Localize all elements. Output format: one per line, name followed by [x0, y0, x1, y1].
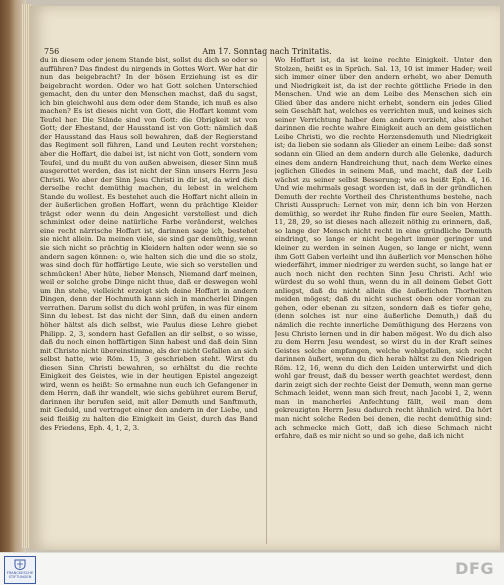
- viewer-footer: [0, 552, 504, 585]
- crest-icon: [14, 559, 26, 570]
- text-columns: [40, 56, 492, 544]
- franckesche-stiftungen-logo[interactable]: [4, 556, 36, 584]
- running-title: Am 17. Sonntag nach Trinitatis.: [202, 46, 332, 56]
- book-page: [30, 6, 500, 550]
- page-number: 756: [44, 46, 60, 56]
- logo-text: FRANCKESCHE STIFTUNGEN: [6, 571, 34, 580]
- column-divider: [266, 56, 267, 544]
- right-column-text: Wo Hoffart ist, da ist keine rechte Einigkeit. Unter den Stolzen, heißt es in Sprüch. Sal. 13, 10 ist immer Hader; weil sich immer einer über den andern erhebt, wo aber Demuth und Niedrigkeit ist, da ist der rechte göttliche Friede in den Menschen. Und wie an dem Leibe des Menschen sich ein Glied über das andere nicht erhebt, sondern ein jedes Glied sein Geschäft hat, welches es verrichten muß, und keines sich seiner Verrichtung halber dem andern vorzieht, also stehet darinnen die rechte wahre Einigkeit auch an dem geistlichen Leibe Christi, wo die rechte Herzensdemuth und Niedrigkeit ist; da lieben sie sodann als Glieder an einem Leibe: daß sonst sodann ein Glied an dem andern durch alle Gelenke, dadurch eines dem andern Handreichung thut, nach dem Werke eines jeglichen Gliedes in seinem Maß, und macht, daß der Leib wächst zu seiner selbst Besserung; wie es heißt Eph. 4, 16. Und wie mehrmals gesagt worden ist, daß in der gründlichen Demuth der rechte Vortheil des Christenthums bestehe, nach Christi Ausspruch: Lernet von mir, denn ich bin von Herzen demüthig, so werdet ihr Ruhe finden für eure Seelen, Matth. 11, 28, 29, so ist dieses nach allezeit nöthig zu erinnern, daß, so lange der Mensch nicht recht in eine gründliche Demuth eindringt, so lange er nicht begehrt immer geringer und kleiner zu werden in seinen Augen, so lange er nicht, wenn ihm Gott Gaben verleiht und ihn äußerlich vor Menschen höhe wiederfährt, immer niedriger zu werden sucht, so lange hat er auch noch nicht den rechten Sinn Jesu Christi. Ach! wie würdest du so wohl thun, wenn du in all deinem Gebet Gott anliegst, daß du nicht allein die äußerlichen Thorheiten meiden mögest; daß du nicht suchest oben oder vornan zu gehen, oder ebenan zu sitzen, sondern daß es tiefer gehe, (denn solches ist nur eine äußerliche Demuth,) daß du nämlich die rechte innerliche Demüthigung des Herzens von Jesu Christo lernen und in dir haben mögest. Wo du dich also zu dem Herrn Jesu wendest, so wirst du in der Kraft seines Geistes solche empfangen, welche wohlgefallen, sich recht darinnen äußert, wenn du dich herab hältst zu den Niedrigen Röm. 12, 16, wenn du dich den Leiden unterwirfst und dich wohl gar freust, daß du besser werth geachtet werdest, denn darin zeigt sich der rechte Geist der Demuth, wenn man gerne Schmach leidet, wenn man sich freut, nach Jacobi 1, 2, wenn man in mancherlei Anfechtung fällt, weil man dem gekreuzigten Herrn Jesu dadurch recht ähnlich wird. Da hört man nicht solche Reden bei denen, die recht demüthig sind: ach schmecke mich Gott, daß ich diese Schmach nicht erfahre, daß es mir nicht so und so gehe, daß ich nicht: [274, 56, 492, 441]
- left-column-text: du in diesem oder jenem Stande bist, sollst du dich so oder so aufführen? Das findest du nirgends in Gottes Wort. Wer hat dir nun das beigebracht? In der bösen Erziehung ist es dir beigebracht worden. Oder wo hat Gott solchen Unterschied gemacht, den du unter den Menschen machst, daß du sagst, ich bin gleichwohl aus dem oder dem Stande, ich muß es also machen? Es ist dieses nicht von Gott, die Hoffart kommt vom Teufel her. Die Stände sind von Gott: die Obrigkeit ist von Gott; der Ehestand, der Hausstand ist von Gott: nämlich daß der Hausstand das Haus soll bewahren, daß der Regierstand das Regiment soll führen, Land und Leuten recht vorstehen; aber die Hoffart, die dabei ist, ist nicht von Gott, sondern vom Teufel, und du mußt du von außen abweisen, dieser Sinn muß ausgerottet werden, das ist nicht der Sinn unsers Herrn Jesu Christi. Wo aber der Sinn Jesu Christi in dir ist, da wird dich derselbe recht demüthig machen, du lebest in welchem Stande du wollest. Es bestehet auch die Hoffart nicht allein in der äußerlichen großen Hoffart, wenn du prächtige Kleider trägst oder wenn du dein Angesicht verstellest und dich schminkst oder deine natürliche Farbe veränderst, welches eine recht närrische Hoffart ist, darinnen sage ich, bestehet sie nicht allein. Da meinen viele, sie sind gar demüthig, wenn sie sich nicht so prächtig in Kleidern halten oder wenn sie so andern sagen können: o, wie halten sich die und die so stolz, was sind doch für hoffärtige Leute, wie sich so verstellen und schmücken! Aber hüte, lieber Mensch, Niemand darf meinen, weil er solche grobe Dinge nicht thue, daß er deswegen wohl um ihn stehe, vielleicht erzeigt sich deine Hoffart in andern Dingen, denn der Hochmuth kann sich in mancherlei Dingen verrathen. Darum sollst du dich wohl prüfen, in was für einem Sinn du lebest. Ist das nicht der Sinn, daß du einen andern höher hältst als dich selbst, wie Paulus diese Lehre giebet Philipp. 2, 3, sondern hast Gefallen an dir selbst, o so wisse, daß du noch einen hoffärtigen Sinn habest und daß dein Sinn mit Christo nicht übereinstimme, als der nicht Gefallen an sich selbst hatte, wie Röm. 15, 3 geschrieben steht. Wirst du diesen Sinn Christi bewahren, so erhältst du die rechte Einigkeit des Geistes, wie in der heutigen Epistel angezeigt wird, wenn es heißt: So ermahne nun euch ich Gefangener in dem Herrn, daß ihr wandelt, wie sichs gebühret eurem Beruf, darinnen ihr berufen seid, mit aller Demuth und Sanftmuth, mit Geduld, und vertraget einer den andern in der Liebe, und seid fleißig zu halten die Einigkeit im Geist, durch das Band des Friedens, Eph. 4, 1, 2, 3.: [40, 56, 258, 432]
- dfg-watermark: DFG: [455, 559, 494, 578]
